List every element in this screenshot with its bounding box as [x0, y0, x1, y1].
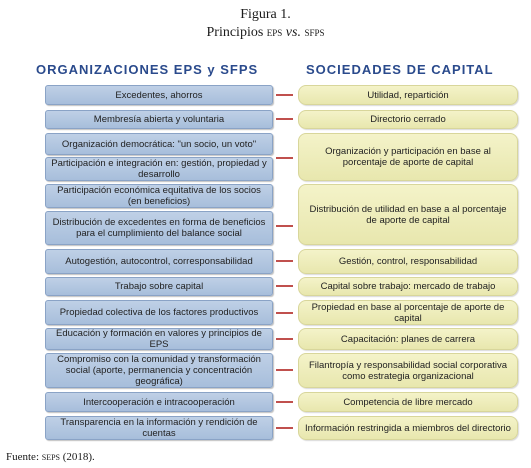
connector	[276, 157, 293, 159]
connector	[276, 225, 293, 227]
connector	[276, 285, 293, 287]
figure-label: Figura 1.	[240, 7, 291, 22]
right-item-capital-trabajo: Capital sobre trabajo: mercado de trabajo	[298, 277, 518, 296]
connector	[276, 338, 293, 340]
left-column-header: ORGANIZACIONES EPS y SFPS	[36, 62, 259, 77]
left-item-membresia: Membresía abierta y voluntaria	[45, 110, 273, 129]
connector	[276, 260, 293, 262]
right-item-gestion-control: Gestión, control, responsabilidad	[298, 249, 518, 274]
left-item-intercooperacion: Intercooperación e intracooperación	[45, 392, 273, 412]
left-item-participacion-economica: Participación económica equitativa de los socios (en beneficios)	[45, 184, 273, 208]
source-year: (2018).	[62, 451, 95, 463]
right-item-competencia: Competencia de libre mercado	[298, 392, 518, 412]
figure-subtitle	[0, 23, 531, 41]
right-item-capacitacion: Capacitación: planes de carrera	[298, 328, 518, 350]
connector	[276, 427, 293, 429]
left-item-transparencia: Transparencia en la información y rendición de cuentas	[45, 416, 273, 440]
left-item-educacion: Educación y formación en valores y principios de EPS	[45, 328, 273, 350]
right-item-utilidad: Utilidad, repartición	[298, 85, 518, 105]
right-item-filantropia: Filantropía y responsabilidad social corporativa como estrategia organizacional	[298, 353, 518, 388]
right-column-header: SOCIEDADES DE CAPITAL	[306, 62, 494, 77]
source-prefix: Fuente:	[6, 451, 39, 463]
left-item-autogestion: Autogestión, autocontrol, corresponsabilidad	[45, 249, 273, 274]
left-item-excedentes: Excedentes, ahorros	[45, 85, 273, 105]
right-item-organizacion-participacion: Organización y participación en base al porcentaje de aporte de capital	[298, 133, 518, 181]
connector	[276, 312, 293, 314]
figure-title	[0, 6, 531, 41]
subtitle-eps: eps	[266, 24, 283, 39]
source-note	[6, 451, 95, 463]
left-item-organizacion-democratica: Organización democrática: "un socio, un voto"	[45, 133, 273, 155]
connector	[276, 369, 293, 371]
connector	[276, 118, 293, 120]
subtitle-vs: vs.	[285, 25, 301, 40]
connector	[276, 94, 293, 96]
right-item-directorio-cerrado: Directorio cerrado	[298, 110, 518, 129]
connector	[276, 401, 293, 403]
left-item-participacion-integracion: Participación e integración en: gestión, propiedad y desarrollo	[45, 157, 273, 181]
source-org: seps	[41, 451, 60, 463]
right-item-distribucion-utilidad: Distribución de utilidad en base a al porcentaje de aporte de capital	[298, 184, 518, 245]
left-item-propiedad-colectiva: Propiedad colectiva de los factores productivos	[45, 300, 273, 325]
subtitle-sfps: sfps	[304, 24, 325, 39]
right-item-propiedad-porcentaje: Propiedad en base al porcentaje de aporte de capital	[298, 300, 518, 325]
right-item-informacion-restringida: Información restringida a miembros del directorio	[298, 416, 518, 440]
left-item-trabajo-capital: Trabajo sobre capital	[45, 277, 273, 296]
left-item-distribucion-excedentes: Distribución de excedentes en forma de beneficios para el cumplimiento del balance social	[45, 211, 273, 245]
left-item-compromiso: Compromiso con la comunidad y transformación social (aporte, permanencia y concentración geográfica)	[45, 353, 273, 388]
subtitle-prefix: Principios	[206, 25, 264, 40]
